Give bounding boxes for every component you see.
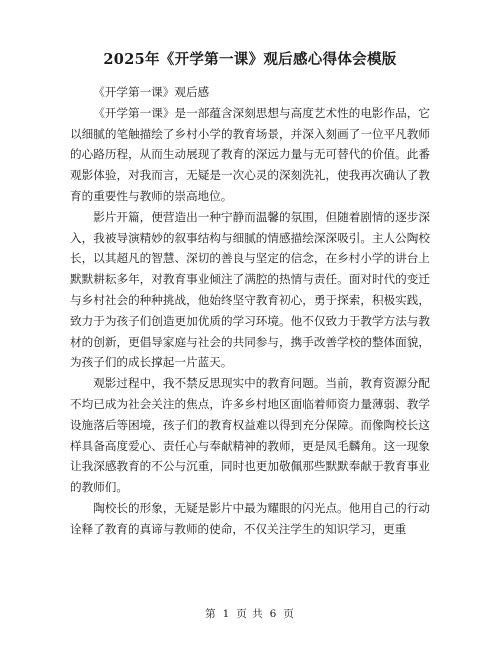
document-subtitle: 《开学第一课》观后感 xyxy=(93,85,210,99)
footer-middle: 页 共 xyxy=(236,608,264,620)
paragraph-4: 陶校长的形象，无疑是影片中最为耀眼的闪光点。他用自己的行动诠释了教育的真谛与教师的使命，不仅关注学生的知识学习，更重 xyxy=(70,500,430,536)
paragraph-2: 影片开篇，便营造出一种宁静而温馨的氛围，但随着剧情的逐步深入，我被导演精妙的叙事结构与细腻的情感描绘深深吸引。主人公陶校长，以其超凡的智慧、深切的善良与坚定的信念，在乡村小学的讲台上默默耕耘多年，对教育事业倾注了满腔的热情与责任。面对时代的变迁与乡村社会的种种挑战，他始终坚守教育初心，勇于探索，积极实践，致力于为孩子们创造更加优质的学习环境。他不仅致力于教学方法与教材的创新，更倡导家庭与社会的共同参与，携手改善学校的整体面貌，为孩子们的成长撑起一片蓝天。 xyxy=(70,209,430,370)
footer-page-number: 1 xyxy=(222,608,231,620)
paragraph-1: 《开学第一课》是一部蕴含深刻思想与高度艺术性的电影作品，它以细腻的笔触描绘了乡村小学的教育场景，并深入刻画了一位平凡教师的心路历程，从而生动展现了教育的深远力量与无可替代的价值。此番观影体验，对我而言，无疑是一次心灵的深刻洗礼，使我再次确认了教育的重要性与教师的崇高地位。 xyxy=(70,105,430,203)
paragraph-3: 观影过程中，我不禁反思现实中的教育问题。当前，教育资源分配不均已成为社会关注的焦点，许多乡村地区面临着师资力量薄弱、教学设施落后等困境，孩子们的教育权益难以得到充分保障。而像陶校长这样具备高度爱心、责任心与奉献精神的教师，更是凤毛麟角。这一现象让我深感教育的不公与沉重，同时也更加敬佩那些默默奉献于教育事业的教师们。 xyxy=(70,376,430,495)
footer-suffix: 页 xyxy=(283,608,295,620)
page-footer xyxy=(0,606,500,621)
footer-prefix: 第 xyxy=(205,608,217,620)
footer-total-pages: 6 xyxy=(269,608,278,620)
document-title: 2025年《开学第一课》观后感心得体会模版 xyxy=(103,51,397,68)
document-body xyxy=(70,82,430,540)
